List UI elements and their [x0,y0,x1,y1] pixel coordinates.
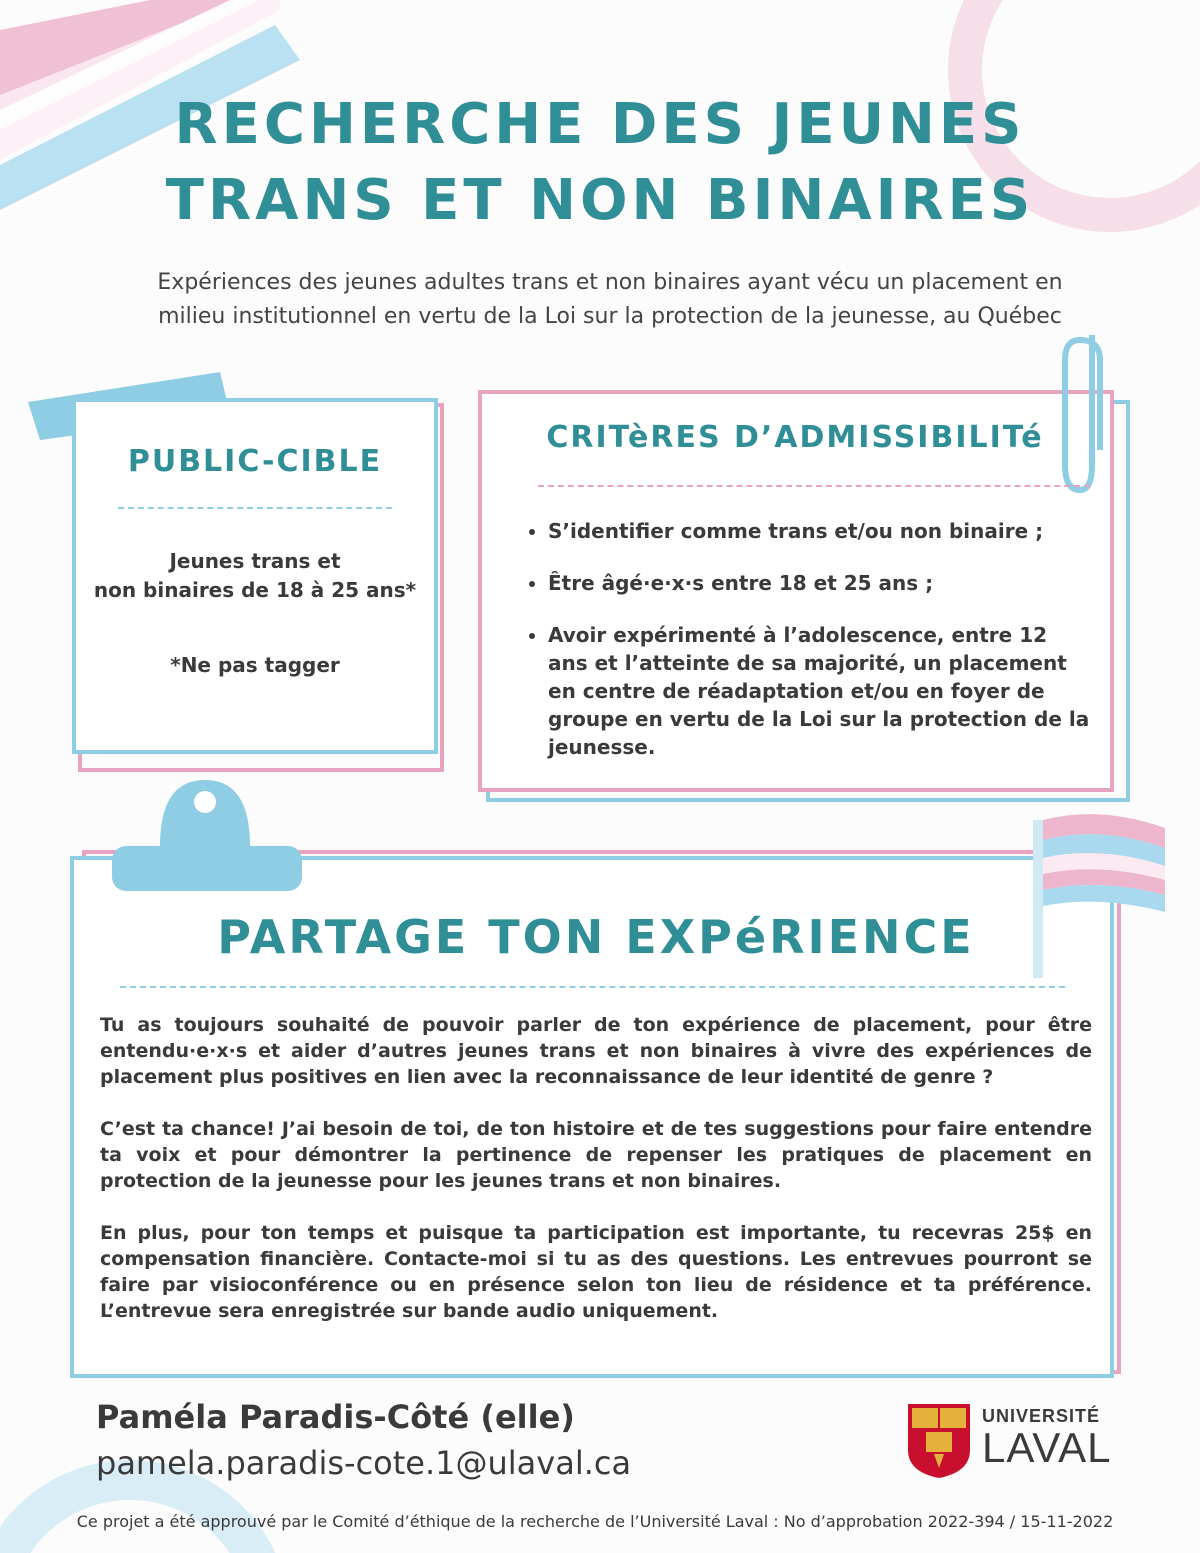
partage-paragraph: C’est ta chance! J’ai besoin de toi, de ton histoire et de tes suggestions pour faire entendre ta voix et pour démontrer la pertinence de repenser les pratiques de placement en protection de la jeunesse pour les jeunes trans et non binaires. [100,1118,1092,1192]
partage-paragraph: Tu as toujours souhaité de pouvoir parler de ton expérience de placement, pour être entendu·e·x·s et aider d’autres jeunes trans et non binaires à vivre des expériences de placement plus positives en lien avec la reconnaissance de leur identité de genre ? [100,1014,1092,1088]
partage-divider [120,986,1065,988]
footer-note: Ce projet a été approuvé par le Comité d’éthique de la recherche de l’Université Laval : No d’approbation 2022-394 / 15-11-2022 [76,1512,1114,1531]
public-cible-line-1: Jeunes trans et [169,549,341,573]
logo-line-1: UNIVERSITÉ [982,1406,1101,1426]
title-line-1: RECHERCHE DES JEUNES [174,92,1026,157]
criteres-list [522,517,1090,761]
public-cible-description [80,547,430,605]
public-cible-divider [118,507,392,509]
partage-body [100,1012,1092,1324]
criteres-heading: CRITèRES D’ADMISSIBILITé [546,420,1044,455]
universite-laval-logo [906,1402,1112,1484]
logo-line-2: LAVAL [982,1424,1112,1471]
partage-heading: PARTAGE TON EXPéRIENCE [217,910,975,964]
crest-icon [906,1402,972,1480]
public-cible-heading: PUBLIC-CIBLE [127,444,383,479]
criteres-box [500,420,1090,785]
contact-email[interactable]: pamela.paradis-cote.1@ulaval.ca [96,1444,632,1482]
public-cible-box [80,444,430,677]
partage-box [100,910,1092,1350]
partage-paragraph: En plus, pour ton temps et puisque ta participation est importante, tu recevras 25$ en compensation financière. Contacte-moi si tu as des questions. Les entrevues pourront se faire par visioconférence ou en présence selon ton lieu de résidence et ta préférence. L’entrevue sera enregistrée sur bande audio uniquement. [100,1222,1092,1322]
public-cible-note: *Ne pas tagger [170,653,340,677]
criteres-item: • S’identifier comme trans et/ou non binaire ; [548,517,1090,545]
subtitle-line-2: milieu institutionnel en vertu de la Loi sur la protection de la jeunesse, au Québec [158,304,1062,329]
contact-name: Paméla Paradis-Côté (elle) [96,1398,575,1436]
criteres-divider [538,485,1090,487]
criteres-item: • Être âgé·e·x·s entre 18 et 25 ans ; [548,569,1090,597]
subtitle [100,266,1120,334]
subtitle-line-1: Expériences des jeunes adultes trans et non binaires ayant vécu un placement en [157,270,1063,295]
title-line-2: TRANS ET NON BINAIRES [165,168,1035,233]
criteres-item: • Avoir expérimenté à l’adolescence, entre 12 ans et l’atteinte de sa majorité, un placement en centre de réadaptation et/ou en foyer de groupe en vertu de la Loi sur la protection de la jeunesse. [548,621,1090,761]
public-cible-line-2: non binaires de 18 à 25 ans* [93,578,417,602]
